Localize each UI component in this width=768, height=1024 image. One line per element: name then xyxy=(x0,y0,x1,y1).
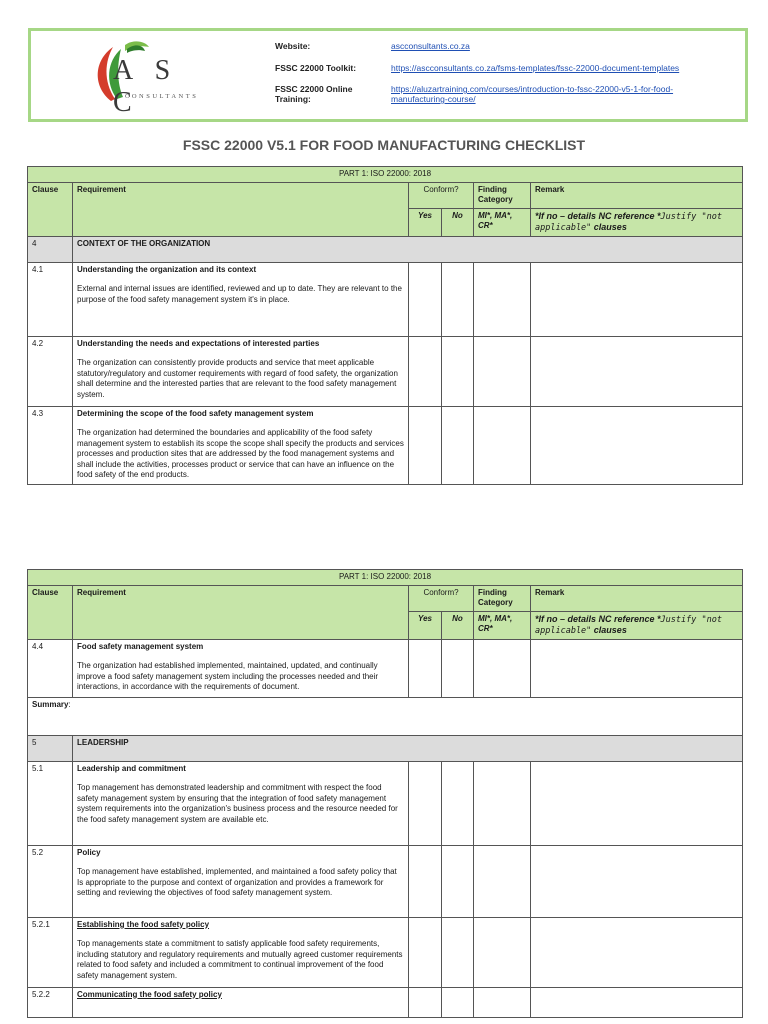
logo-subtitle: CONSULTANTS xyxy=(125,93,199,100)
clause-number: 5.2.2 xyxy=(28,987,73,1017)
section-title: LEADERSHIP xyxy=(73,735,743,761)
remark-note: *If no – details NC reference *Justify "not applicable" clauses xyxy=(531,611,743,639)
checklist-table-part1-continued xyxy=(27,569,743,1018)
remark-cell[interactable] xyxy=(531,406,743,484)
clause-number: 5.1 xyxy=(28,761,73,845)
conform-header: Conform? xyxy=(409,585,474,611)
clause-header: Clause xyxy=(28,182,73,236)
finding-cell[interactable] xyxy=(474,917,531,987)
remark-header: Remark xyxy=(531,585,743,611)
clause-header: Clause xyxy=(28,585,73,639)
no-header: No xyxy=(442,208,474,236)
part-title-row xyxy=(28,167,743,183)
clause-number: 4.3 xyxy=(28,406,73,484)
document-title: FSSC 22000 V5.1 FOR FOOD MANUFACTURING CHECKLIST xyxy=(182,137,586,153)
requirement-header: Requirement xyxy=(73,585,409,639)
finding-cell[interactable] xyxy=(474,406,531,484)
remark-cell[interactable] xyxy=(531,761,743,845)
remark-cell[interactable] xyxy=(531,987,743,1017)
yes-cell[interactable] xyxy=(409,336,442,406)
no-cell[interactable] xyxy=(442,262,474,336)
finding-header: Finding Category xyxy=(474,585,531,611)
summary-cell[interactable]: Summary: xyxy=(28,697,743,735)
requirement-title: Policy xyxy=(77,847,101,857)
requirement-row xyxy=(28,987,743,1017)
yes-header: Yes xyxy=(409,208,442,236)
no-cell[interactable] xyxy=(442,639,474,697)
clause-number: 5.2 xyxy=(28,845,73,917)
requirement-description: Top management have established, implemented, and maintained a food safety policy that Is appropriate to the purpose and context of organization and provides a framework for setting and reviewing the objectives of food safety management system. xyxy=(77,867,397,897)
no-cell[interactable] xyxy=(442,336,474,406)
no-cell[interactable] xyxy=(442,761,474,845)
remark-cell[interactable] xyxy=(531,845,743,917)
requirement-cell xyxy=(73,406,409,484)
requirement-cell xyxy=(73,917,409,987)
requirement-description: External and internal issues are identified, reviewed and up to date. They are relevant to the purpose of the food safety management system it's in place. xyxy=(77,284,402,304)
yes-header: Yes xyxy=(409,611,442,639)
no-cell[interactable] xyxy=(442,406,474,484)
requirement-description: Top management has demonstrated leadership and commitment with respect the food safety management system by ensuring that the integration of food safety management system requirements into the organization's business process and the resource needed for the food safety management system are available etc. xyxy=(77,783,398,824)
requirement-title: Communicating the food safety policy xyxy=(77,989,222,999)
checklist-table-part1 xyxy=(27,166,743,485)
remark-cell[interactable] xyxy=(531,639,743,697)
yes-cell[interactable] xyxy=(409,406,442,484)
requirement-row xyxy=(28,917,743,987)
yes-cell[interactable] xyxy=(409,639,442,697)
requirement-row xyxy=(28,262,743,336)
requirement-title: Leadership and commitment xyxy=(77,763,186,773)
conform-header: Conform? xyxy=(409,182,474,208)
requirement-cell xyxy=(73,845,409,917)
yes-cell[interactable] xyxy=(409,917,442,987)
no-cell[interactable] xyxy=(442,987,474,1017)
category-header: MI*, MA*, CR* xyxy=(474,611,531,639)
toolkit-link[interactable]: https://ascconsultants.co.za/fsms-templates/fssc-22000-document-templates xyxy=(391,63,680,73)
clause-number: 4.4 xyxy=(28,639,73,697)
part-title-row xyxy=(28,570,743,586)
section-number: 4 xyxy=(28,236,73,262)
training-label: FSSC 22000 Online Training: xyxy=(275,84,353,104)
asc-logo xyxy=(91,39,211,118)
finding-cell[interactable] xyxy=(474,987,531,1017)
remark-header: Remark xyxy=(531,182,743,208)
yes-cell[interactable] xyxy=(409,262,442,336)
finding-cell[interactable] xyxy=(474,336,531,406)
requirement-cell xyxy=(73,262,409,336)
clause-number: 4.2 xyxy=(28,336,73,406)
requirement-title: Understanding the organization and its context xyxy=(77,264,257,274)
header-box xyxy=(28,28,748,122)
section-row xyxy=(28,735,743,761)
column-header-row xyxy=(28,585,743,611)
requirement-row xyxy=(28,845,743,917)
table1-body xyxy=(28,262,743,484)
requirement-description: The organization had determined the boundaries and applicability of the food safety management system to establish its scope the scope shall specify the products and services processes and production sites that are addressed by the food management systems and shall include the activities, processes product or service that can have an influence on the food safety of the end products. xyxy=(77,428,404,479)
requirement-row xyxy=(28,761,743,845)
requirement-cell xyxy=(73,761,409,845)
finding-cell[interactable] xyxy=(474,262,531,336)
finding-header: Finding Category xyxy=(474,182,531,208)
requirement-title: Food safety management system xyxy=(77,641,204,651)
training-link[interactable]: https://aluzartraining.com/courses/introduction-to-fssc-22000-v5-1-for-food-manufacturing-course/ xyxy=(391,84,674,104)
yes-cell[interactable] xyxy=(409,987,442,1017)
requirement-cell xyxy=(73,987,409,1017)
requirement-title: Determining the scope of the food safety management system xyxy=(77,408,314,418)
table2-body-a xyxy=(28,639,743,697)
logo-letters: A S C xyxy=(113,55,179,118)
requirement-title: Understanding the needs and expectations of interested parties xyxy=(77,338,320,348)
requirement-cell xyxy=(73,336,409,406)
website-label: Website: xyxy=(275,41,311,51)
requirement-description: The organization had established implemented, maintained, updated, and continually improve a food safety management system including the processes needed and their interactions, in accordance with the requirements of document. xyxy=(77,661,379,691)
part-title: PART 1: ISO 22000: 2018 xyxy=(28,570,743,586)
finding-cell[interactable] xyxy=(474,845,531,917)
column-header-row xyxy=(28,182,743,208)
section-title: CONTEXT OF THE ORGANIZATION xyxy=(73,236,743,262)
category-header: MI*, MA*, CR* xyxy=(474,208,531,236)
finding-cell[interactable] xyxy=(474,639,531,697)
part-title: PART 1: ISO 22000: 2018 xyxy=(28,167,743,183)
requirement-row xyxy=(28,406,743,484)
requirement-description: Top managements state a commitment to satisfy applicable food safety requirements, including statutory and regulatory requirements and mutually agreed customer requirements related to food safety and included a commitment to continual improvement of the food safety management system. xyxy=(77,939,403,980)
requirement-title: Establishing the food safety policy xyxy=(77,919,210,929)
yes-cell[interactable] xyxy=(409,761,442,845)
clause-number: 5.2.1 xyxy=(28,917,73,987)
remark-cell[interactable] xyxy=(531,262,743,336)
no-cell[interactable] xyxy=(442,917,474,987)
toolkit-label: FSSC 22000 Toolkit: xyxy=(275,63,357,73)
remark-cell[interactable] xyxy=(531,917,743,987)
requirement-header: Requirement xyxy=(73,182,409,236)
table2-body-b xyxy=(28,761,743,1017)
summary-row xyxy=(28,697,743,735)
section-number: 5 xyxy=(28,735,73,761)
requirement-row xyxy=(28,336,743,406)
requirement-row xyxy=(28,639,743,697)
remark-cell[interactable] xyxy=(531,336,743,406)
section-row xyxy=(28,236,743,262)
no-header: No xyxy=(442,611,474,639)
clause-number: 4.1 xyxy=(28,262,73,336)
no-cell[interactable] xyxy=(442,845,474,917)
remark-note: *If no – details NC reference *Justify "not applicable" clauses xyxy=(531,208,743,236)
requirement-description: The organization can consistently provide products and service that meet applicable statutory/regulatory and customer requirements with regard of food safety, the organization shall determine and the interested parties that are relevant to the food safety management system. xyxy=(77,358,398,399)
website-link[interactable]: ascconsultants.co.za xyxy=(391,41,470,51)
finding-cell[interactable] xyxy=(474,761,531,845)
requirement-cell xyxy=(73,639,409,697)
yes-cell[interactable] xyxy=(409,845,442,917)
